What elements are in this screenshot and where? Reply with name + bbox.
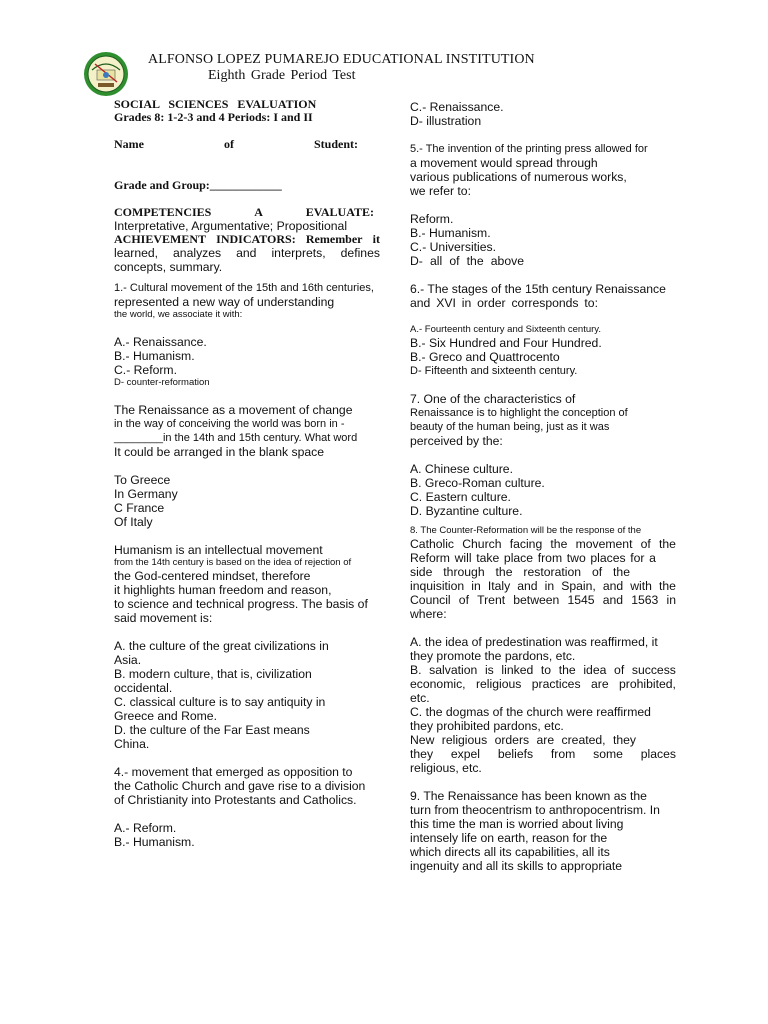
answer-option: D- counter-reformation xyxy=(114,377,210,388)
competencies-list: Interpretative, Argumentative; Propositional xyxy=(114,219,348,233)
question-text: 6.- The stages of the 15th century Renaissance xyxy=(410,282,666,296)
answer-option: D- illustration xyxy=(410,114,482,128)
student-name-field: Name of Student: xyxy=(114,137,358,151)
answer-option: C France xyxy=(114,501,165,515)
achievement-label: ACHIEVEMENT INDICATORS: Remember it xyxy=(114,232,380,246)
answer-option: they prohibited pardons, etc. xyxy=(410,719,564,733)
question-text: represented a new way of understanding xyxy=(114,295,335,309)
question-text: side through the restoration of the xyxy=(410,565,630,579)
question-text: the God-centered mindset, therefore xyxy=(114,569,311,583)
answer-option: China. xyxy=(114,737,150,751)
answer-option: B.- Greco and Quattrocento xyxy=(410,350,560,364)
achievement-text-end: concepts, summary. xyxy=(114,260,223,274)
test-title: Eighth Grade Period Test xyxy=(208,68,356,83)
answer-option: A. the culture of the great civilizations in xyxy=(114,639,329,653)
answer-option: B. salvation is linked to the idea of success xyxy=(410,663,676,677)
answer-option: C.- Renaissance. xyxy=(410,100,504,114)
answer-option: A. Chinese culture. xyxy=(410,462,513,476)
question-text: ingenuity and all its skills to appropriate xyxy=(410,859,623,873)
answer-option: A.- Fourteenth century and Sixteenth century. xyxy=(410,324,601,335)
answer-option: New religious orders are created, they xyxy=(410,733,636,747)
question-text: It could be arranged in the blank space xyxy=(114,445,325,459)
question-text: The Renaissance as a movement of change xyxy=(114,403,353,417)
question-text: the Catholic Church and gave rise to a division xyxy=(114,779,366,793)
answer-option: they expel beliefs from some places xyxy=(410,747,676,761)
question-text: it highlights human freedom and reason, xyxy=(114,583,332,597)
answer-option: A.- Renaissance. xyxy=(114,335,207,349)
answer-option: B.- Humanism. xyxy=(410,226,491,240)
school-name: ALFONSO LOPEZ PUMAREJO EDUCATIONAL INSTITUTION xyxy=(148,52,535,67)
answer-option: D. the culture of the Far East means xyxy=(114,723,310,737)
answer-option: To Greece xyxy=(114,473,171,487)
question-text: 7. One of the characteristics of xyxy=(410,392,576,406)
question-text: 4.- movement that emerged as opposition to xyxy=(114,765,353,779)
answer-option: B.- Humanism. xyxy=(114,349,195,363)
question-text: to science and technical progress. The basis of xyxy=(114,597,368,611)
answer-option: A.- Reform. xyxy=(114,821,177,835)
question-text: turn from theocentrism to anthropocentrism. In xyxy=(410,803,660,817)
answer-option: D- all of the above xyxy=(410,254,524,268)
question-text: 5.- The invention of the printing press allowed for xyxy=(410,143,648,155)
answer-option: Greece and Rome. xyxy=(114,709,217,723)
answer-option: C.- Reform. xyxy=(114,363,177,377)
question-text: of Christianity into Protestants and Catholics. xyxy=(114,793,357,807)
answer-option: etc. xyxy=(410,691,430,705)
question-text: inquisition in Italy and in Spain, and with the xyxy=(410,579,676,593)
answer-option: A. the idea of predestination was reaffirmed, it xyxy=(410,635,658,649)
answer-option: B. modern culture, that is, civilization xyxy=(114,667,312,681)
question-text: Humanism is an intellectual movement xyxy=(114,543,323,557)
question-text: the world, we associate it with: xyxy=(114,309,243,320)
question-text: from the 14th century is based on the idea of rejection of xyxy=(114,557,352,568)
answer-option: C. Eastern culture. xyxy=(410,490,511,504)
question-text: a movement would spread through xyxy=(410,156,598,170)
grades-line: Grades 8: 1-2-3 and 4 Periods: I and II xyxy=(114,110,313,124)
answer-option: B.- Six Hundred and Four Hundred. xyxy=(410,336,602,350)
left-column xyxy=(114,98,380,849)
question-text: intensely life on earth, reason for the xyxy=(410,831,608,845)
question-text: perceived by the: xyxy=(410,434,503,448)
answer-option: economic, religious practices are prohibited, xyxy=(410,677,676,691)
right-column xyxy=(410,100,676,873)
grade-group-field: Grade and Group:____________ xyxy=(114,178,282,192)
answer-option: C. classical culture is to say antiquity in xyxy=(114,695,326,709)
question-text: and XVI in order corresponds to: xyxy=(410,296,598,310)
question-text: in the way of conceiving the world was born in - xyxy=(114,418,345,430)
question-text: Catholic Church facing the movement of the xyxy=(410,537,676,551)
answer-option: Asia. xyxy=(114,653,142,667)
question-text: 9. The Renaissance has been known as the xyxy=(410,789,647,803)
question-text: 1.- Cultural movement of the 15th and 16th centuries, xyxy=(114,282,374,294)
answer-option: B. Greco-Roman culture. xyxy=(410,476,545,490)
answer-option: B.- Humanism. xyxy=(114,835,195,849)
evaluation-title: SOCIAL SCIENCES EVALUATION xyxy=(114,97,317,111)
answer-option: occidental. xyxy=(114,681,173,695)
answer-option: D. Byzantine culture. xyxy=(410,504,523,518)
answer-option: Of Italy xyxy=(114,515,153,529)
school-crest-icon xyxy=(82,50,130,98)
question-text: various publications of numerous works, xyxy=(410,170,627,184)
question-text: beauty of the human being, just as it was xyxy=(410,421,610,433)
question-text: Council of Trent between 1545 and 1563 in xyxy=(410,593,676,607)
question-text: we refer to: xyxy=(410,184,471,198)
question-text: said movement is: xyxy=(114,611,213,625)
answer-option: they promote the pardons, etc. xyxy=(410,649,576,663)
answer-option: C. the dogmas of the church were reaffirmed xyxy=(410,705,651,719)
answer-option: religious, etc. xyxy=(410,761,482,775)
question-text: which directs all its capabilities, all its xyxy=(410,845,610,859)
answer-option: D- Fifteenth and sixteenth century. xyxy=(410,365,578,377)
answer-option: Reform. xyxy=(410,212,454,226)
competencies-label: COMPETENCIES A EVALUATE: xyxy=(114,205,374,219)
question-text: Reform will take place from two places for a xyxy=(410,551,656,565)
question-text: 8. The Counter-Reformation will be the response of the xyxy=(410,525,642,536)
question-text: Renaissance is to highlight the conception of xyxy=(410,407,628,419)
question-text: this time the man is worried about living xyxy=(410,817,624,831)
question-text: where: xyxy=(410,607,447,621)
question-text: ________in the 14th and 15th century. What word xyxy=(114,432,358,444)
answer-option: C.- Universities. xyxy=(410,240,497,254)
achievement-text: learned, analyzes and interprets, defines xyxy=(114,246,380,260)
answer-option: In Germany xyxy=(114,487,178,501)
